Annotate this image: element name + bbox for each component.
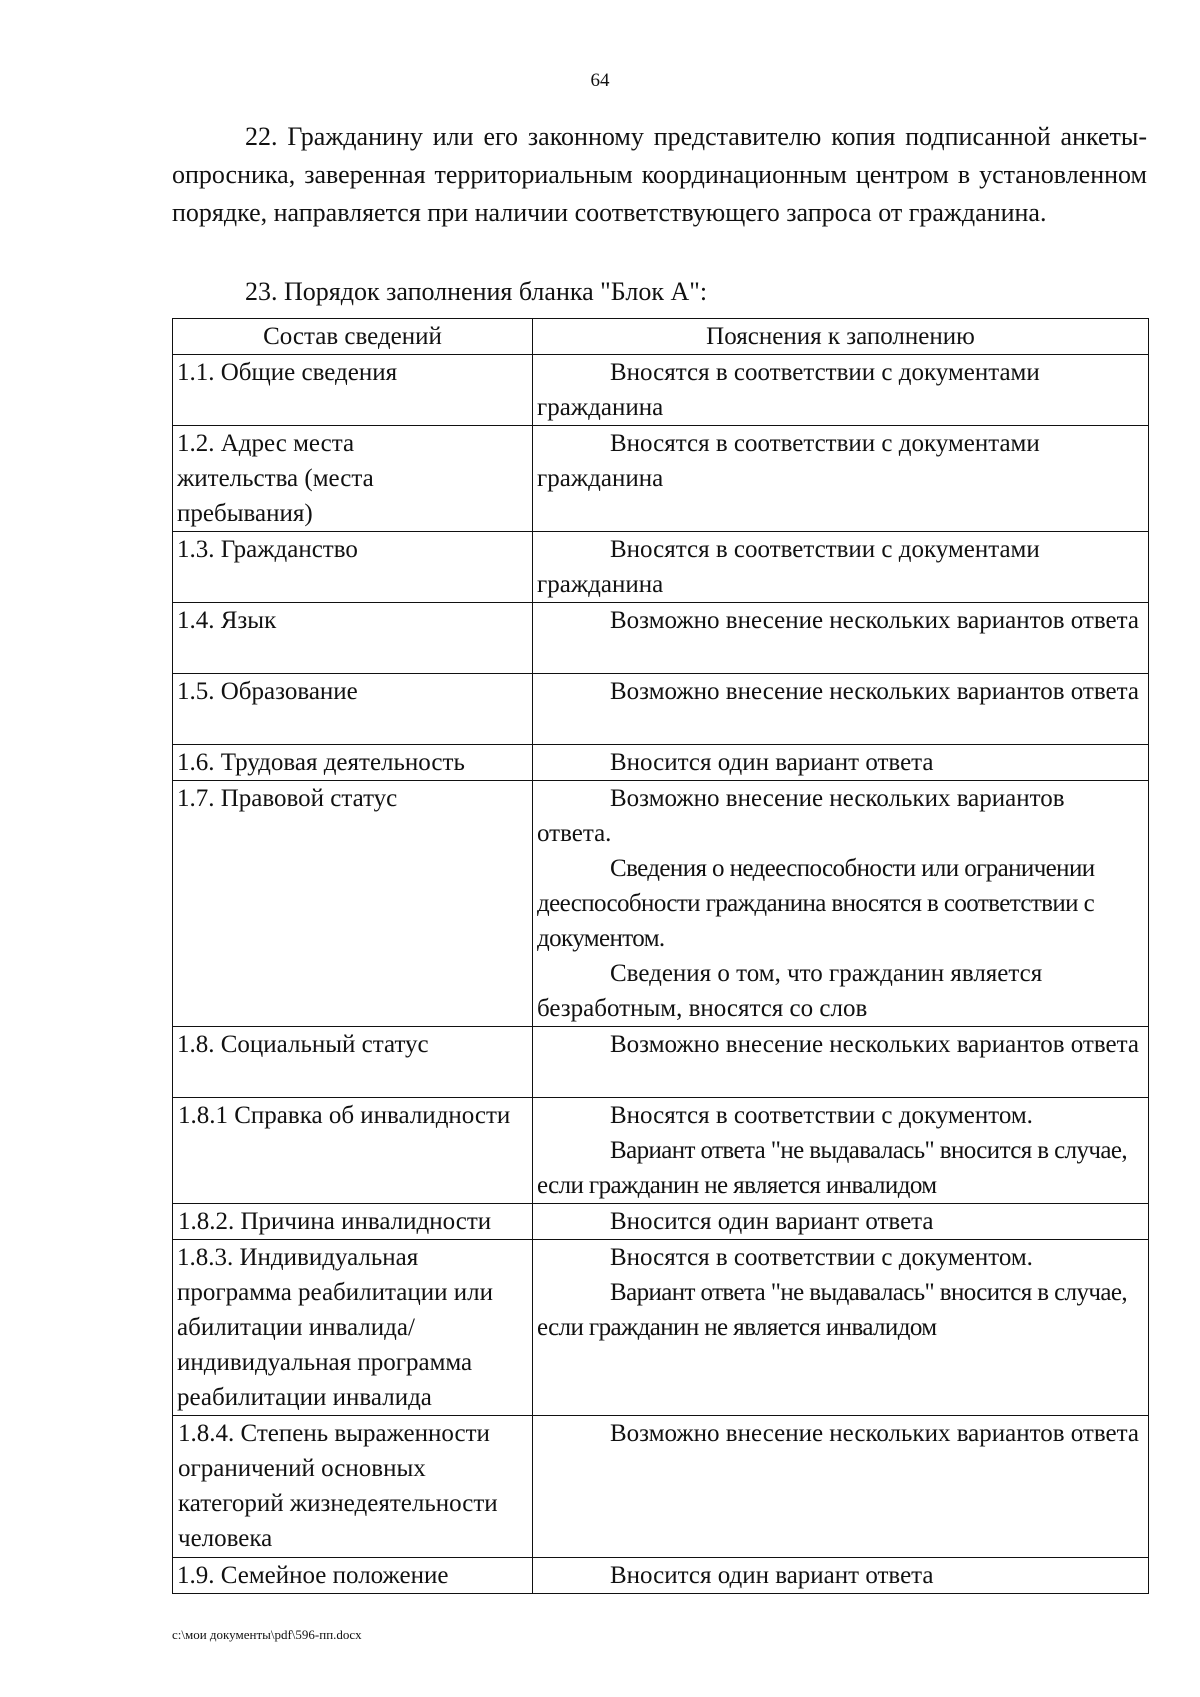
header-composition: Состав сведений	[173, 319, 533, 355]
row-item-label: 1.7. Правовой статус	[173, 781, 533, 1027]
table-row	[173, 781, 1149, 1027]
row-item-explanation	[533, 603, 1149, 674]
explanation-paragraph: Возможно внесение нескольких вариантов ответа	[610, 1031, 1139, 1058]
row-item-label: 1.5. Образование	[173, 674, 533, 745]
table-row	[173, 1558, 1149, 1594]
explanation-paragraph: Вносятся в соответствии с документом.	[610, 1102, 1033, 1129]
table-row	[173, 1204, 1149, 1240]
row-item-explanation	[533, 1027, 1149, 1098]
table-row	[173, 1027, 1149, 1098]
explanation-paragraph: Возможно внесение нескольких вариантов ответа.	[537, 785, 1065, 847]
row-item-explanation	[533, 781, 1149, 1027]
row-item-label: 1.8.1 Справка об инвалидности	[173, 1098, 533, 1204]
explanation-paragraph: Вносится один вариант ответа	[610, 749, 934, 776]
row-item-label: 1.8.4. Степень выраженности ограничений основных категорий жизнедеятельности человека	[173, 1416, 533, 1558]
explanation-paragraph: Возможно внесение нескольких вариантов ответа	[610, 607, 1139, 634]
row-item-explanation	[533, 355, 1149, 426]
paragraph-22: 22. Гражданину или его законному представителю копия подписанной анкеты-опросника, заверенная территориальным координационным центром в установленном порядке, направляется при наличии соответствующего запроса от гражданина.	[172, 122, 1147, 227]
table-row	[173, 674, 1149, 745]
row-item-explanation	[533, 1416, 1149, 1558]
row-item-explanation	[533, 745, 1149, 781]
row-item-explanation	[533, 674, 1149, 745]
explanation-paragraph: Сведения о том, что гражданин является безработным, вносятся со слов	[537, 960, 1043, 1022]
row-item-label: 1.9. Семейное положение	[173, 1558, 533, 1594]
row-item-label: 1.6. Трудовая деятельность	[173, 745, 533, 781]
file-path-footer: c:\мои документы\pdf\596-пп.docx	[172, 1627, 362, 1642]
explanation-paragraph: Возможно внесение нескольких вариантов ответа	[610, 1420, 1139, 1447]
explanation-paragraph: Вносится один вариант ответа	[610, 1208, 934, 1235]
explanation-paragraph: Вносятся в соответствии с документами гражданина	[537, 359, 1040, 421]
row-item-label: 1.2. Адрес места жительства (места пребывания)	[173, 426, 533, 532]
row-item-label: 1.8.3. Индивидуальная программа реабилитации или абилитации инвалида/ индивидуальная программа реабилитации инвалида	[173, 1240, 533, 1416]
explanation-paragraph: Возможно внесение нескольких вариантов ответа	[610, 678, 1139, 705]
row-item-explanation	[533, 532, 1149, 603]
row-item-label: 1.8. Социальный статус	[173, 1027, 533, 1098]
table-row	[173, 1240, 1149, 1416]
row-item-explanation	[533, 426, 1149, 532]
explanation-paragraph: Вносятся в соответствии с документом.	[610, 1244, 1033, 1271]
row-item-explanation	[533, 1098, 1149, 1204]
row-item-label: 1.8.2. Причина инвалидности	[173, 1204, 533, 1240]
explanation-paragraph: Вариант ответа "не выдавалась" вносится в случае, если гражданин не является инвалидом	[537, 1279, 1127, 1341]
block-a-table	[172, 318, 1149, 1594]
paragraph-23: 23. Порядок заполнения бланка "Блок А":	[245, 277, 708, 306]
row-item-explanation	[533, 1240, 1149, 1416]
table-header-row	[173, 319, 1149, 355]
table-row	[173, 1098, 1149, 1204]
row-item-label: 1.3. Гражданство	[173, 532, 533, 603]
header-explanations: Пояснения к заполнению	[533, 319, 1149, 355]
explanation-paragraph: Вносится один вариант ответа	[610, 1562, 934, 1589]
row-item-explanation	[533, 1204, 1149, 1240]
table-row	[173, 426, 1149, 532]
row-item-explanation	[533, 1558, 1149, 1594]
table-row	[173, 532, 1149, 603]
row-item-label: 1.1. Общие сведения	[173, 355, 533, 426]
explanation-paragraph: Вносятся в соответствии с документами гражданина	[537, 536, 1040, 598]
row-item-label: 1.4. Язык	[173, 603, 533, 674]
explanation-paragraph: Вносятся в соответствии с документами гражданина	[537, 430, 1040, 492]
table-row	[173, 603, 1149, 674]
table-row	[173, 1416, 1149, 1558]
table-row	[173, 745, 1149, 781]
explanation-paragraph: Сведения о недееспособности или ограничении дееспособности гражданина вносятся в соответствии с документом.	[537, 855, 1095, 952]
page-number: 64	[590, 70, 610, 91]
explanation-paragraph: Вариант ответа "не выдавалась" вносится в случае, если гражданин не является инвалидом	[537, 1137, 1127, 1199]
table-row	[173, 355, 1149, 426]
